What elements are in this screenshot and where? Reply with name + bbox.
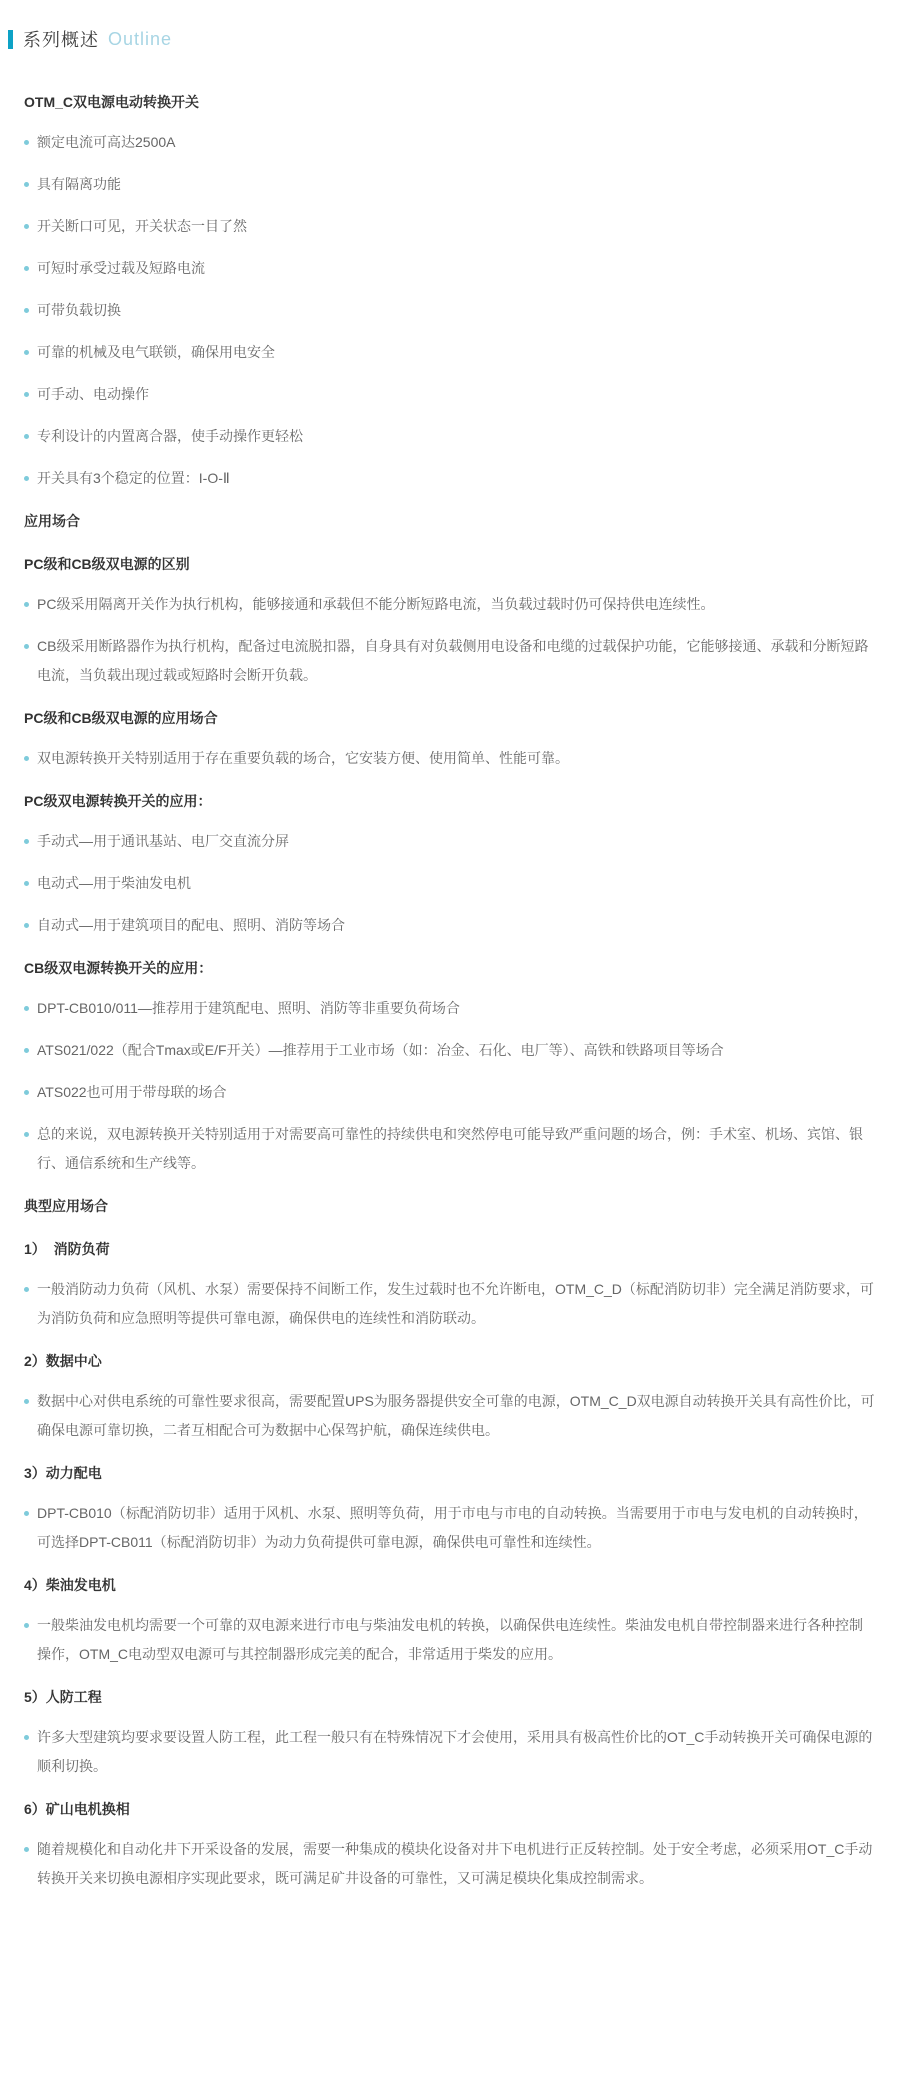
bullet-text: 双电源转换开关特别适用于存在重要负载的场合，它安装方便、使用简单、性能可靠。 [37, 750, 569, 766]
list-item [24, 170, 876, 199]
section-heading: 应用场合 [24, 513, 80, 529]
bullet-text: 一般消防动力负荷（风机、水泵）需要保持不间断工作，发生过载时也不允许断电，OTM_C_D（标配消防切非）完全满足消防要求，可为消防负荷和应急照明等提供可靠电源，确保供电的连续性和消防联动。 [37, 1281, 874, 1326]
bullet-text: DPT-CB010/011—推荐用于建筑配电、照明、消防等非重要负荷场合 [37, 1000, 460, 1016]
list-item [24, 422, 876, 451]
bullet-list [24, 994, 876, 1178]
bullet-list [24, 744, 876, 773]
bullet-list [24, 590, 876, 690]
list-item [24, 1611, 876, 1669]
bullet-text: 开关断口可见，开关状态一目了然 [37, 218, 247, 234]
bullet-text: 可带负载切换 [37, 302, 121, 318]
section-heading: CB级双电源转换开关的应用： [24, 960, 213, 976]
bullet-text: 自动式—用于建筑项目的配电、照明、消防等场合 [37, 917, 345, 933]
list-item [24, 464, 876, 493]
section-heading: OTM_C双电源电动转换开关 [24, 94, 199, 110]
bullet-list [24, 1835, 876, 1893]
list-item [24, 744, 876, 773]
bullet-text: 可手动、电动操作 [37, 386, 149, 402]
list-item [24, 212, 876, 241]
bullet-icon [24, 1132, 29, 1137]
list-item [24, 254, 876, 283]
list-item [24, 1275, 876, 1333]
list-item [24, 911, 876, 940]
list-item [24, 1835, 876, 1893]
bullet-icon [24, 1847, 29, 1852]
bullet-list [24, 1275, 876, 1333]
section-heading: 1） 消防负荷 [24, 1241, 110, 1257]
bullet-list [24, 128, 876, 493]
bullet-icon [24, 1623, 29, 1628]
bullet-icon [24, 839, 29, 844]
bullet-text: CB级采用断路器作为执行机构，配备过电流脱扣器，自身具有对负载侧用电设备和电缆的过载保护功能，它能够接通、承载和分断短路电流，当负载出现过载或短路时会断开负载。 [37, 638, 869, 683]
list-item [24, 994, 876, 1023]
bullet-icon [24, 350, 29, 355]
bullet-list [24, 1387, 876, 1445]
bullet-icon [24, 1399, 29, 1404]
bullet-text: ATS021/022（配合Tmax或E/F开关）—推荐用于工业市场（如：冶金、石化、电厂等）、高铁和铁路项目等场合 [37, 1042, 724, 1058]
list-item [24, 827, 876, 856]
bullet-icon [24, 308, 29, 313]
bullet-icon [24, 1090, 29, 1095]
bullet-icon [24, 923, 29, 928]
bullet-icon [24, 881, 29, 886]
bullet-text: 可短时承受过载及短路电流 [37, 260, 205, 276]
section-heading: PC级和CB级双电源的应用场合 [24, 710, 218, 726]
bullet-icon [24, 756, 29, 761]
list-item [24, 1036, 876, 1065]
bullet-icon [24, 1006, 29, 1011]
bullet-text: 可靠的机械及电气联锁，确保用电安全 [37, 344, 275, 360]
section-heading: PC级双电源转换开关的应用： [24, 793, 212, 809]
bullet-icon [24, 266, 29, 271]
list-item [24, 128, 876, 157]
list-item [24, 338, 876, 367]
list-item [24, 590, 876, 619]
bullet-icon [24, 1287, 29, 1292]
document-header [8, 26, 876, 52]
document-content [24, 88, 876, 1893]
bullet-icon [24, 392, 29, 397]
bullet-icon [24, 182, 29, 187]
bullet-text: 一般柴油发电机均需要一个可靠的双电源来进行市电与柴油发电机的转换，以确保供电连续性。柴油发电机自带控制器来进行各种控制操作，OTM_C电动型双电源可与其控制器形成完美的配合，非常适用于柴发的应用。 [37, 1617, 863, 1662]
section-heading: 2）数据中心 [24, 1353, 102, 1369]
section-heading: 5）人防工程 [24, 1689, 102, 1705]
list-item [24, 869, 876, 898]
bullet-text: 随着规模化和自动化井下开采设备的发展，需要一种集成的模块化设备对井下电机进行正反转控制。处于安全考虑，必须采用OT_C手动转换开关来切换电源相序实现此要求，既可满足矿井设备的可靠性，又可满足模块化集成控制需求。 [37, 1841, 873, 1886]
bullet-text: 许多大型建筑均要求要设置人防工程，此工程一般只有在特殊情况下才会使用，采用具有极高性价比的OT_C手动转换开关可确保电源的顺利切换。 [37, 1729, 873, 1774]
section-heading: 6）矿山电机换相 [24, 1801, 130, 1817]
list-item [24, 1499, 876, 1557]
bullet-list [24, 1723, 876, 1781]
bullet-list [24, 1499, 876, 1557]
bullet-list [24, 827, 876, 940]
page-title-english: Outline [108, 28, 173, 49]
list-item [24, 1387, 876, 1445]
accent-bar-icon [8, 30, 13, 49]
list-item [24, 632, 876, 690]
list-item [24, 1120, 876, 1178]
bullet-text: 数据中心对供电系统的可靠性要求很高，需要配置UPS为服务器提供安全可靠的电源，OTM_C_D双电源自动转换开关具有高性价比，可确保电源可靠切换，二者互相配合可为数据中心保驾护航，确保连续供电。 [37, 1393, 875, 1438]
bullet-icon [24, 644, 29, 649]
bullet-icon [24, 1048, 29, 1053]
bullet-text: 总的来说，双电源转换开关特别适用于对需要高可靠性的持续供电和突然停电可能导致严重问题的场合，例：手术室、机场、宾馆、银行、通信系统和生产线等。 [37, 1126, 863, 1171]
list-item [24, 380, 876, 409]
bullet-icon [24, 224, 29, 229]
page-title: 系列概述 [23, 30, 99, 50]
bullet-text: ATS022也可用于带母联的场合 [37, 1084, 227, 1100]
bullet-icon [24, 434, 29, 439]
bullet-list [24, 1611, 876, 1669]
bullet-icon [24, 1735, 29, 1740]
bullet-text: 开关具有3个稳定的位置：I-O-Ⅱ [37, 470, 230, 486]
bullet-text: 额定电流可高达2500A [37, 134, 176, 150]
bullet-text: PC级采用隔离开关作为执行机构，能够接通和承载但不能分断短路电流，当负载过载时仍可保持供电连续性。 [37, 596, 715, 612]
list-item [24, 296, 876, 325]
bullet-text: 电动式—用于柴油发电机 [37, 875, 191, 891]
section-heading: PC级和CB级双电源的区别 [24, 556, 190, 572]
bullet-text: 专利设计的内置离合器，使手动操作更轻松 [37, 428, 303, 444]
bullet-text: 具有隔离功能 [37, 176, 121, 192]
bullet-icon [24, 1511, 29, 1516]
section-heading: 典型应用场合 [24, 1198, 108, 1214]
bullet-text: DPT-CB010（标配消防切非）适用于风机、水泵、照明等负荷，用于市电与市电的自动转换。当需要用于市电与发电机的自动转换时，可选择DPT-CB011（标配消防切非）为动力负荷提供可靠电源，确保供电可靠性和连续性。 [37, 1505, 868, 1550]
section-heading: 3）动力配电 [24, 1465, 102, 1481]
list-item [24, 1078, 876, 1107]
section-heading: 4）柴油发电机 [24, 1577, 116, 1593]
list-item [24, 1723, 876, 1781]
bullet-text: 手动式—用于通讯基站、电厂交直流分屏 [37, 833, 289, 849]
bullet-icon [24, 476, 29, 481]
bullet-icon [24, 602, 29, 607]
bullet-icon [24, 140, 29, 145]
